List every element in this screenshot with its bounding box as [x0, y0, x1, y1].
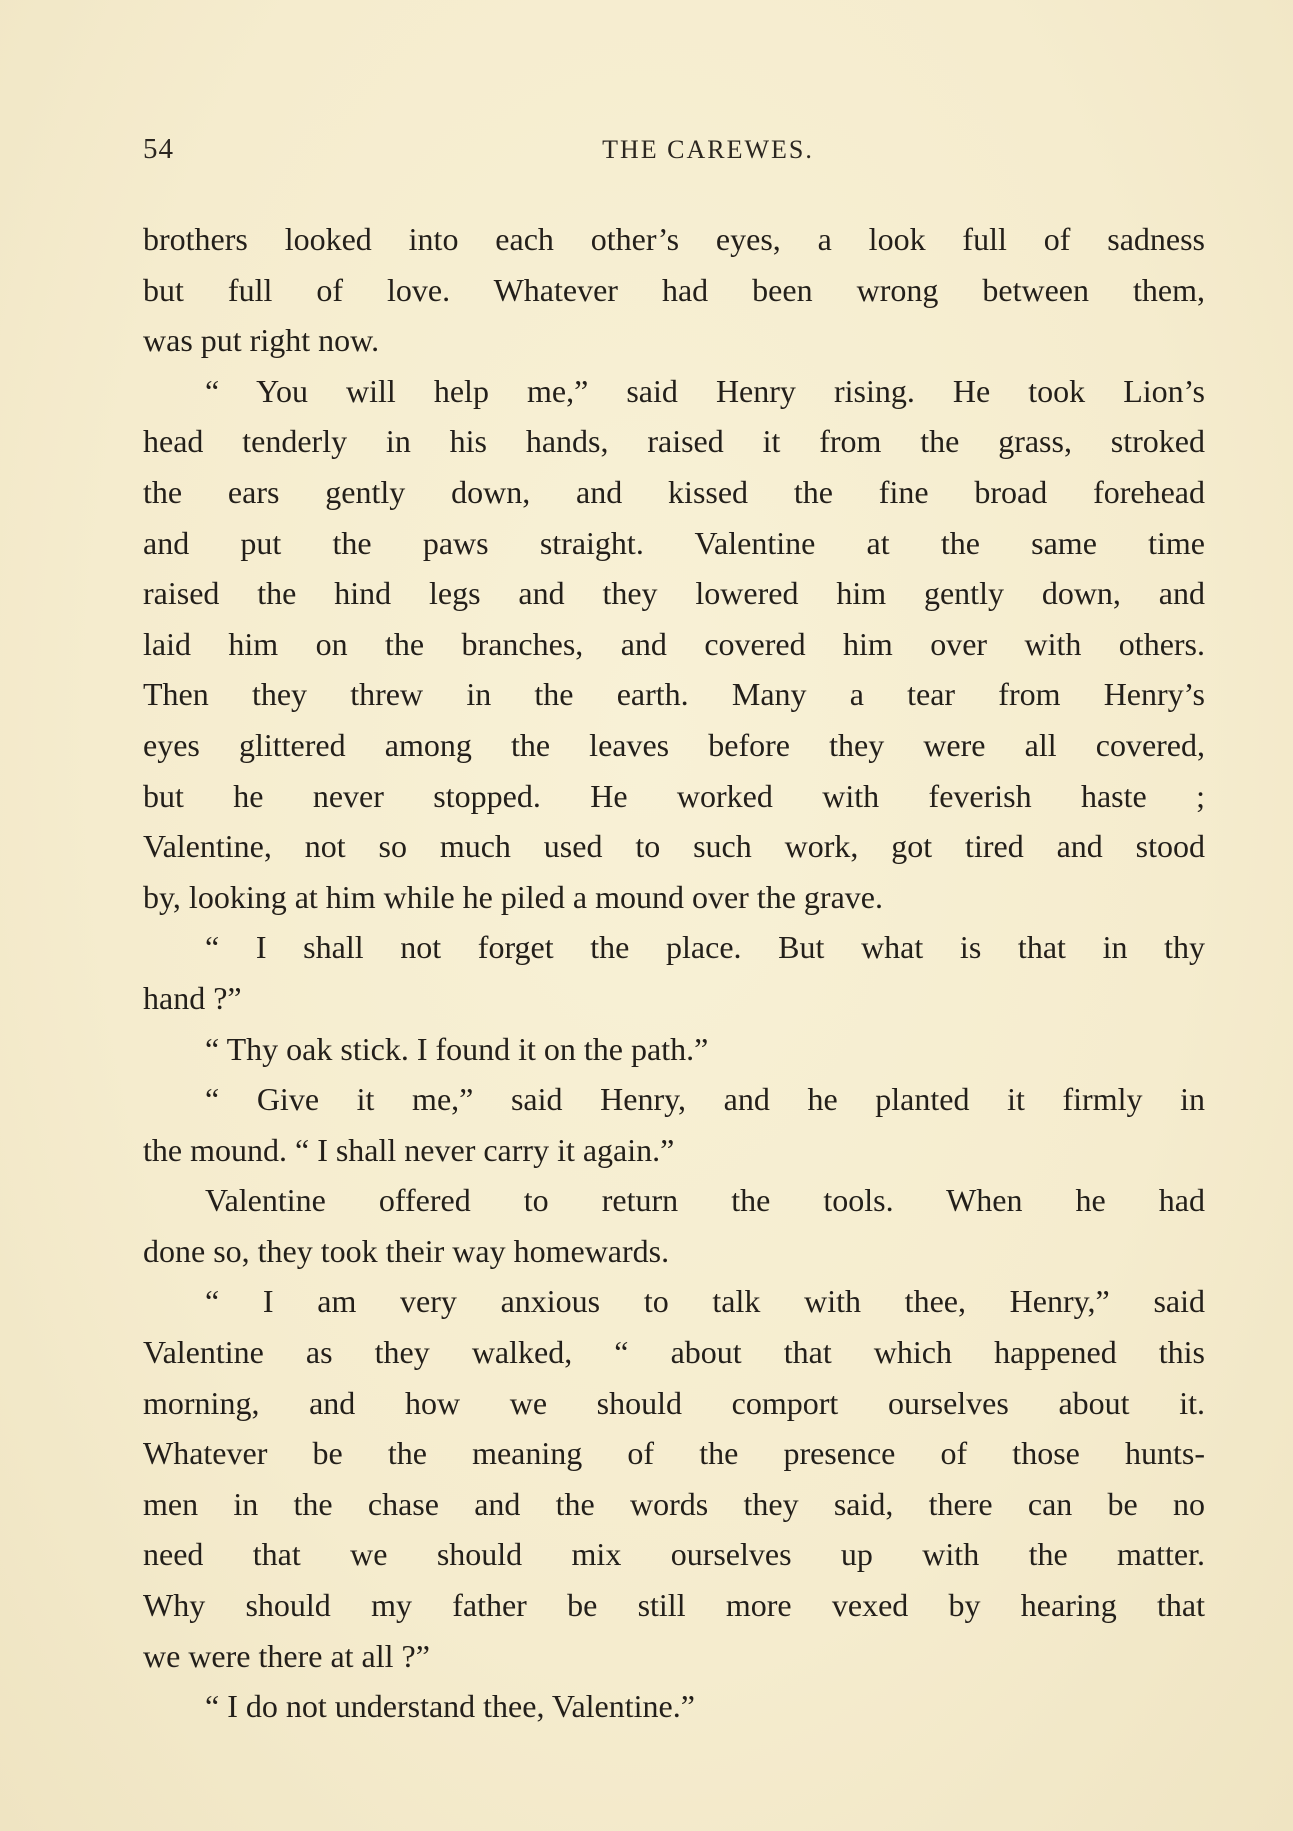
text-line: we were there at all ?” — [143, 1637, 430, 1674]
text-line: “ You will help me,” said Henry rising. He took Lion’s — [205, 372, 1205, 409]
text-line: Valentine as they walked, “ about that which happened this — [143, 1334, 1205, 1371]
text-line: men in the chase and the words they said, there can be no — [143, 1485, 1205, 1522]
text-line: and put the paws straight. Valentine at the same time — [143, 524, 1205, 561]
text-line: Valentine, not so much used to such work, got tired and stood — [143, 828, 1205, 865]
text-line: eyes glittered among the leaves before they were all covered, — [143, 726, 1205, 763]
text-line: “ Give it me,” said Henry, and he planted it firmly in — [205, 1081, 1205, 1118]
text-line: but he never stopped. He worked with feverish haste ; — [143, 777, 1205, 814]
text-line: “ I do not understand thee, Valentine.” — [205, 1688, 695, 1725]
text-line: Valentine offered to return the tools. When he had — [205, 1182, 1205, 1219]
text-line: the ears gently down, and kissed the fine broad forehead — [143, 473, 1205, 510]
text-line: Then they threw in the earth. Many a tear from Henry’s — [143, 676, 1205, 713]
text-line: was put right now. — [143, 322, 380, 359]
text-line: head tenderly in his hands, raised it from the grass, stroked — [143, 423, 1205, 460]
text-line: done so, they took their way homewards. — [143, 1232, 670, 1269]
text-line: laid him on the branches, and covered him over with others. — [143, 625, 1205, 662]
text-line: raised the hind legs and they lowered him gently down, and — [143, 575, 1205, 612]
running-title: THE CAREWES. — [602, 135, 814, 164]
text-line: morning, and how we should comport ourselves about it. — [143, 1384, 1205, 1421]
text-line: “ I am very anxious to talk with thee, Henry,” said — [205, 1283, 1205, 1320]
text-line: “ I shall not forget the place. But what is that in thy — [205, 929, 1205, 966]
text-line: hand ?” — [143, 979, 242, 1016]
text-line: the mound. “ I shall never carry it again.” — [143, 1131, 675, 1168]
text-line: need that we should mix ourselves up with the matter. — [143, 1536, 1205, 1573]
text-line: by, looking at him while he piled a mound over the grave. — [143, 878, 883, 915]
body-text — [143, 214, 1205, 1732]
text-line: Why should my father be still more vexed by hearing that — [143, 1587, 1205, 1624]
running-head — [143, 133, 1213, 173]
text-line: brothers looked into each other’s eyes, a look full of sadness — [143, 221, 1205, 257]
text-line: Whatever be the meaning of the presence of those hunts- — [143, 1435, 1205, 1472]
text-line: but full of love. Whatever had been wrong between them, — [143, 271, 1205, 308]
page-number: 54 — [143, 133, 174, 165]
text-line: “ Thy oak stick. I found it on the path.” — [205, 1030, 709, 1067]
